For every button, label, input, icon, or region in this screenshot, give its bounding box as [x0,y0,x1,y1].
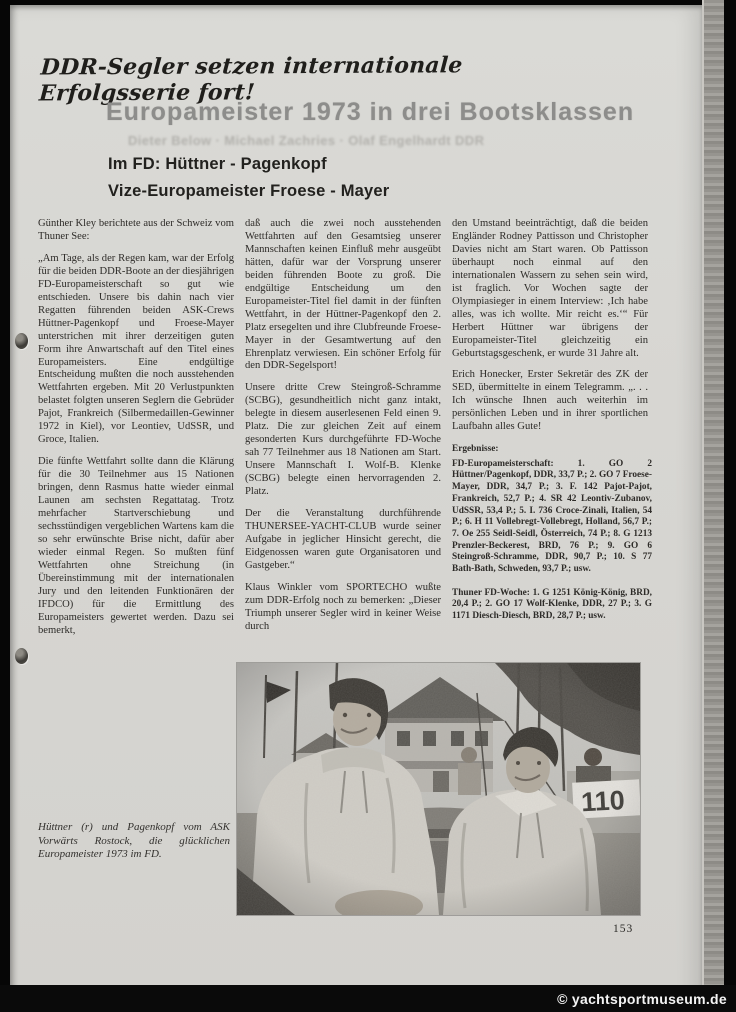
article-column-1 [38,218,234,647]
paragraph: Die fünfte Wettfahrt sollte dann die Klärung für die 30 Teilnehmer aus 15 Nationen bringen, denn Rasmus hatte wieder einmal Launen am sechsten Regattatag. Trotz mehrfacher Startverschiebung und sechsstündigen vergeblichen Wartens kam die so sehr erwünschte Brise nicht, dafür aber wieder einmal Regen. So mußten fünf Wettfahrten ohne Streichung (in Übereinstimmung mit der internationalen Jury und den leitenden Funktionären der IFDCO) für die Ermittlung des Europameisters gewertet werden. Dazu sei bemerkt, [38,456,234,636]
paragraph: „Am Tage, als der Regen kam, war der Erfolg für die beiden DDR-Boote an der diesjährigen FD-Europameisterschaft so gut wie entschieden. Unsere bis dahin nach vier Regatten führenden beiden ASK-Crews Hüttner-Pagenkopf und Froese-Mayer unterstrichen mit ihrer derzeitigen guten Form ihre Anwartschaft auf den Titel eines Europameisters. Eine endgültige Entscheidung mußten die noch ausstehenden Wettfahrten ergeben. Mit 20 Verlustpunkten belastet folgten unseren Seglern die Gebrüder Pajot, Frankreich (Silbermedaillen-Gewinner 1972 in Kiel), vor Leontiev, UdSSR, und Groce, Italien. [38,252,234,446]
results-heading: Ergebnisse: [452,444,499,454]
paragraph: den Umstand beeinträchtigt, daß die beiden Engländer Rodney Pattisson und Christopher Davies nicht am Start waren. Ob Pattisson überhaupt noch einmal auf den internationalen Wassern zu sehen sein wird, ist fraglich. Vor Wochen sagte der Olympiasieger in einem Interview: ‚Ich habe alles, was ich wollte. Mir reicht es.‘“ Für Herbert Hüttner war übrigens der Europameister-Titel gleichzeitig ein Geburtstagsgeschenk, er wurde 31 Jahre alt. [452,218,648,359]
photo-frame [237,663,640,915]
results-thuner-fd-woche: Thuner FD-Woche: 1. G 1251 König-König, BRD, 20,4 P.; 2. GO 17 Wolf-Klenke, DDR, 27 P.; 3. G 1171 Diesch-Diesch, BRD, 28,7 P.; usw. [452,587,652,622]
watermark-text: © yachtsportmuseum.de [557,990,727,1007]
paragraph: Der die Veranstaltung durchführende THUNERSEE-YACHT-CLUB wurde seiner Aufgabe in jeglicher Hinsicht gerecht, die Eidgenossen waren gute Organisatoren und Gastgeber.“ [245,508,441,571]
paragraph: Günther Kley berichtete aus der Schweiz vom Thuner See: [38,218,234,242]
subheadline-line2: Vize-Europameister Froese - Mayer [108,182,390,200]
page-stack-edge [702,0,724,1012]
subheadline-line1: Im FD: Hüttner - Pagenkopf [108,155,327,173]
main-headline: Europameister 1973 in drei Bootsklassen [106,98,635,126]
bleedthrough-ghost-text: Dieter Below · Michael Zachries · Olaf Engelhardt DDR [128,133,485,148]
hole-punch-icon [15,333,28,349]
results-fd-europameisterschaft: FD-Europameisterschaft: 1. GO 2 Hüttner/Pagenkopf, DDR, 33,7 P.; 2. GO 7 Froese-Mayer, DDR, 34,7 P.; 3. F. 142 Pajot-Pajot, Frankreich, 52,7 P.; 4. SR 42 Leontiv-Zubanov, UdSSR, 53,4 P.; 5. I. 736 Croce-Zinali, Italien, 54 P.; 6. H 11 Vollebregt-Vollebregt, Holland, 56,7 P.; 7. Oe 255 Seidl-Seidl, Österreich, 74 P.; 8. G 1213 Prenzler-Beckerest, BRD, 76 P.; 9. GO 6 Steingroß-Schramme, DDR, 90,7 P.; 10. S 77 Bath-Bath, Schweden, 93,7 P.; usw. [452,458,652,575]
results-block [452,444,652,635]
paragraph: Erich Honecker, Erster Sekretär des ZK der SED, übermittelte in einem Telegramm. „. . . Ich wünsche Ihnen auch weiterhin im persönlichen Leben und in ihrer sportlichen Laufbahn alles Gute! [452,369,648,433]
photo-image [237,663,640,915]
subheadline [108,151,528,205]
hole-punch-icon [15,648,28,664]
paragraph: daß auch die zwei noch ausstehenden Wettfahrten auf den Gesamtsieg unserer Mannschaften keinen Einfluß mehr ausgeübt hätten, dafür war der Vorsprung unserer beiden führenden Boote zu groß. Die endgültige Entscheidung um den Europameister-Titel fiel damit in der fünften Wettfahrt, in der Hüttner-Pagenkopf den 2. Platz ersegelten und ihre Clubfreunde Froese-Mayer in der Gesamtwertung auf den Ehrenplatz verwiesen. Ein schöner Erfolg für den DDR-Segelsport! [245,218,441,372]
page-number: 153 [613,923,634,935]
paragraph: Unsere dritte Crew Steingroß-Schramme (SCBG), gesundheitlich nicht ganz intakt, belegte in diesem auserlesenen Feld einen 9. Platz. Die zur gleichen Zeit auf einem gesonderten Kurs durchgeführte FD-Woche sah 77 Teilnehmer aus 18 Nationen am Start. Unsere Mannschaft I. Wolf-B. Klenke (SCBG) belegte einen hervorragenden 2. Platz. [245,382,441,498]
script-headline: DDR-Segler setzen internationale Erfolgsserie fort! [38,52,464,107]
paragraph: Klaus Winkler vom SPORTECHO wußte zum DDR-Erfolg noch zu bemerken: „Dieser Triumph unserer Segler wird in keiner Weise durch [245,581,441,632]
page-paper [10,5,702,1012]
watermark-bar [0,985,736,1012]
article-column-2 [245,218,441,643]
article-column-3 [452,218,648,443]
photo-caption: Hüttner (r) und Pagenkopf vom ASK Vorwärts Rostock, die glücklichen Europameister 1973 im FD. [38,821,230,861]
